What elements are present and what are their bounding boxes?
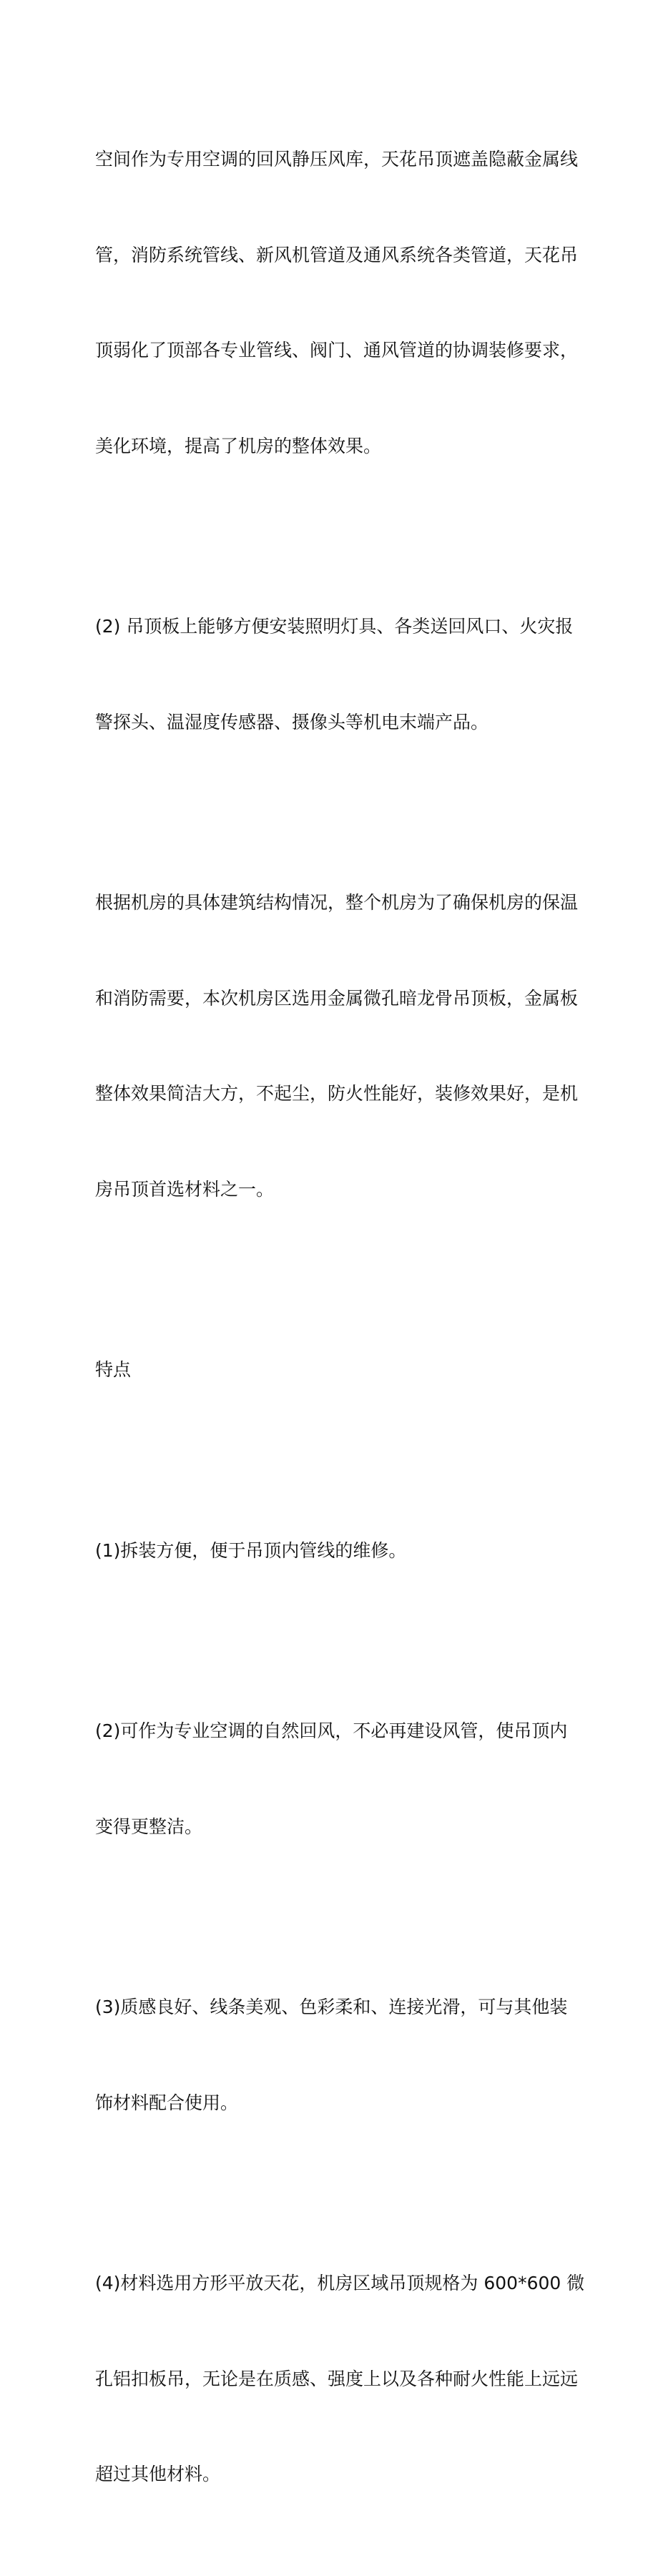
text-line: (3)质感良好、线条美观、色彩柔和、连接光滑，可与其他装	[95, 1997, 568, 2017]
feature-item-1	[95, 1471, 574, 1631]
paragraph-item-2-install	[95, 547, 574, 802]
text-line: 超过其他材料。	[95, 2464, 221, 2484]
text-line: 变得更整洁。	[95, 1816, 203, 1837]
text-line: (4)材料选用方形平放天花，机房区域吊顶规格为 600*600 微	[95, 2273, 585, 2293]
text-line: 整体效果简洁大方，不起尘，防火性能好，装修效果好，是机	[95, 1083, 579, 1104]
text-line: (2)可作为专业空调的自然回风，不必再建设风管，使吊顶内	[95, 1720, 568, 1741]
paragraph-ceiling-overview	[95, 80, 579, 526]
text-line: 根据机房的具体建筑结构情况，整个机房为了确保机房的保温	[95, 892, 579, 913]
text-line: 房吊顶首选材料之一。	[95, 1178, 275, 1200]
text-line: 特点	[95, 1359, 132, 1380]
text-line: 孔铝扣板吊，无论是在质感、强度上以及各种耐火性能上远远	[95, 2368, 579, 2389]
text-line: (1)拆装方便，便于吊顶内管线的维修。	[95, 1539, 407, 1561]
document-body	[95, 80, 585, 2576]
text-line: 饰材料配合使用。	[95, 2092, 239, 2113]
text-line: 空间作为专用空调的回风静压风库，天花吊顶遮盖隐蔽金属线	[95, 149, 579, 170]
paragraph-structure-selection	[95, 823, 579, 1269]
text-line: (2) 吊顶板上能够方便安装照明灯具、各类送回风口、火灾报	[95, 616, 574, 637]
text-line: 顶弱化了顶部各专业管线、阀门、通风管道的协调装修要求，	[95, 340, 579, 361]
text-line: 美化环境，提高了机房的整体效果。	[95, 435, 382, 456]
section-heading-features	[95, 1291, 574, 1450]
feature-item-2	[95, 1652, 574, 1906]
text-line: 和消防需要，本次机房区选用金属微孔暗龙骨吊顶板，金属板	[95, 987, 579, 1009]
feature-item-4	[95, 2204, 585, 2555]
text-line: 管，消防系统管线、新风机管道及通风系统各类管道，天花吊	[95, 244, 579, 265]
feature-item-3	[95, 1928, 574, 2183]
text-line: 警探头、温湿度传感器、摄像头等机电末端产品。	[95, 711, 489, 733]
